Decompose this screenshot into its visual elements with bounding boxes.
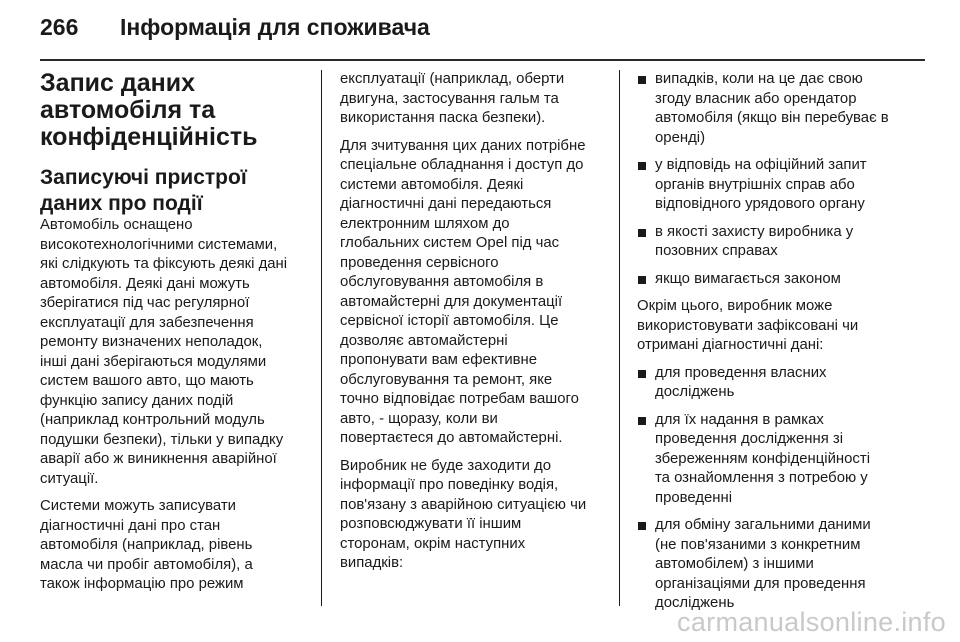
column-divider-2 xyxy=(619,70,620,606)
header-rule xyxy=(40,59,925,61)
subsection-heading: Записуючі пристрої даних про події xyxy=(40,166,247,215)
bullet-list xyxy=(637,364,903,614)
paragraph: Системи можуть записувати діагностичні дані про стан автомобіля (наприклад, рівень масла чи пробіг автомобіля), а також інформацію про режим xyxy=(40,498,253,592)
paragraph: експлуатації (наприклад, оберти двигуна, застосування гальм та використання паска безпеки). xyxy=(340,71,565,126)
column-2 xyxy=(340,70,606,582)
list-item: у відповідь на офіційний запит органів внутрішніх справ або відповідного урядового органу xyxy=(637,156,903,215)
page-section-title: Інформація для споживача xyxy=(120,14,430,40)
bullet-list xyxy=(637,70,903,289)
list-item: для їх надання в рамках проведення дослідження зі збереженням конфіденційності та ознайомлення з потребою у проведенні xyxy=(637,411,903,509)
list-item: для проведення власних досліджень xyxy=(637,364,903,403)
column-divider-1 xyxy=(321,70,322,606)
column-3 xyxy=(637,70,903,622)
list-item: в якості захисту виробника у позовних справах xyxy=(637,223,903,262)
paragraph: Для зчитування цих даних потрібне спеціальне обладнання і доступ до системи автомобіля. Деякі діагностичні дані передаються електронним шляхом до глобальних систем Opel під час проведення сервісного обслуговування автомобіля в автомайстерні для документації сервісної історії автомобіля. Це дозволяє автомайстерні пропонувати вам ефективне обслуговування та ремонт, яке точно відповідає потребам вашого авто, - щоразу, коли ви повертаєтеся до автомайстерні. xyxy=(340,137,586,446)
list-item: випадків, коли на це дає свою згоду власник або орендатор автомобіля (якщо він перебуває в оренді) xyxy=(637,70,903,148)
paragraph: Автомобіль оснащено високотехнологічними системами, які слідкують та фіксують деякі дані автомобіля. Деякі дані можуть зберігатися під час регулярної експлуатації для забезпечення ремонту визначених неполадок, інші дані зберігаються модулями систем вашого авто, що мають функцію запису даних подій (наприклад контрольний модуль подушки безпеки), тільки у випадку аварії або ж виникнення аварійної ситуації. xyxy=(40,217,288,487)
paragraph: Виробник не буде заходити до інформації про поведінку водія, пов'язану з аварійною ситуацією чи розповсюджувати її іншим сторонам, окрім наступних випадків: xyxy=(340,457,587,571)
column-1 xyxy=(40,70,306,603)
list-item: якщо вимагається законом xyxy=(637,270,903,290)
watermark: carmanualsonline.info xyxy=(677,607,946,637)
section-heading: Запис даних автомобіля та конфіденційність xyxy=(40,69,258,151)
list-item: для обміну загальними даними (не пов'язаними з конкретним автомобілем) з іншими організаціями для проведення досліджень xyxy=(637,516,903,614)
page-number: 266 xyxy=(40,14,79,40)
page-header xyxy=(40,14,430,41)
paragraph: Окрім цього, виробник може використовувати зафіксовані чи отримані діагностичні дані: xyxy=(637,298,859,353)
